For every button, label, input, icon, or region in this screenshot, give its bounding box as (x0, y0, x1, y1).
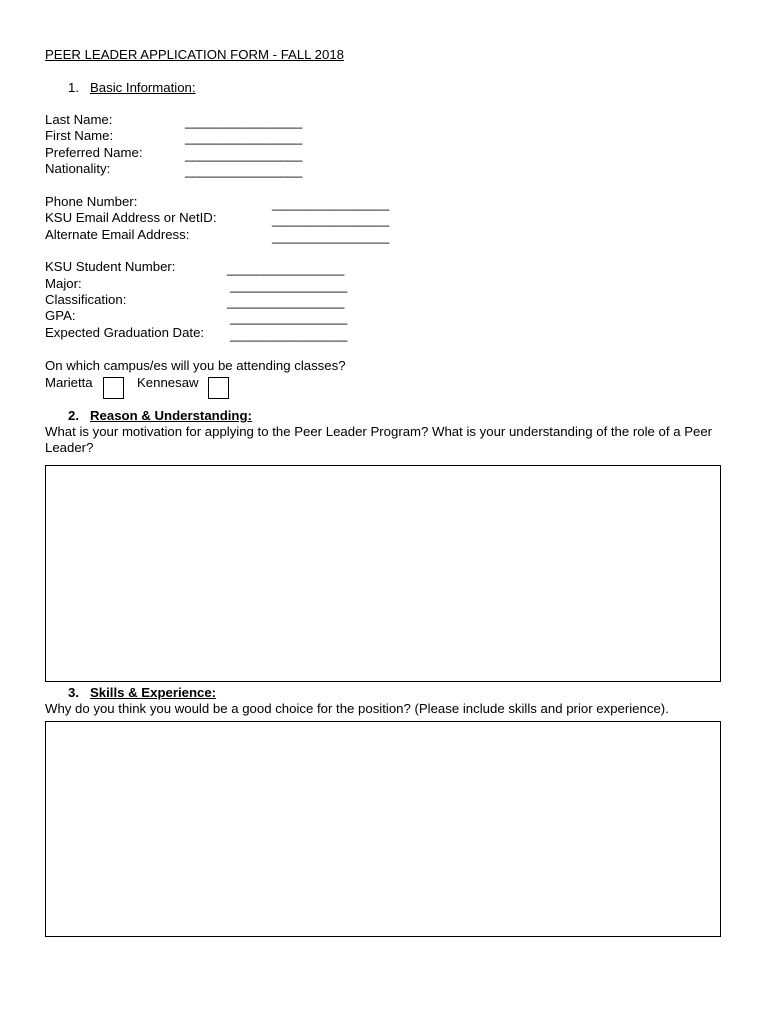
major-field[interactable]: ________________ (230, 278, 348, 293)
section-2-number: 2. (68, 408, 79, 423)
section-2-heading (68, 408, 252, 424)
nationality-label: Nationality: (45, 161, 111, 176)
graduation-date-field[interactable]: ________________ (230, 327, 348, 342)
preferred-name-field[interactable]: ________________ (185, 147, 303, 162)
kennesaw-label: Kennesaw (137, 375, 199, 390)
preferred-name-label: Preferred Name: (45, 145, 143, 160)
reason-understanding-textarea[interactable] (45, 465, 721, 682)
section-3-number: 3. (68, 685, 79, 700)
kennesaw-checkbox[interactable] (208, 377, 229, 399)
section-2-title: Reason & Understanding: (90, 408, 252, 423)
last-name-label: Last Name: (45, 112, 113, 127)
section-1-heading (68, 80, 196, 96)
last-name-field[interactable]: ________________ (185, 114, 303, 129)
section-3-question: Why do you think you would be a good choice for the position? (Please include skills and prior experience). (45, 701, 669, 716)
campus-question: On which campus/es will you be attending classes? (45, 358, 346, 373)
section-3-heading (68, 685, 216, 701)
nationality-field[interactable]: ________________ (185, 163, 303, 178)
alternate-email-field[interactable]: ________________ (272, 229, 390, 244)
first-name-label: First Name: (45, 128, 114, 143)
section-1-number: 1. (68, 80, 79, 95)
student-number-field[interactable]: ________________ (227, 261, 345, 276)
ksu-email-field[interactable]: ________________ (272, 212, 390, 227)
ksu-email-label: KSU Email Address or NetID: (45, 210, 217, 225)
first-name-field[interactable]: ________________ (185, 130, 303, 145)
classification-label: Classification: (45, 292, 127, 307)
gpa-field[interactable]: ________________ (230, 310, 348, 325)
graduation-date-label: Expected Graduation Date: (45, 325, 205, 340)
classification-field[interactable]: ________________ (227, 294, 345, 309)
phone-number-label: Phone Number: (45, 194, 138, 209)
student-number-label: KSU Student Number: (45, 259, 176, 274)
section-3-title: Skills & Experience: (90, 685, 217, 700)
major-label: Major: (45, 276, 82, 291)
marietta-label: Marietta (45, 375, 93, 390)
alternate-email-label: Alternate Email Address: (45, 227, 190, 242)
gpa-label: GPA: (45, 308, 76, 323)
form-title: PEER LEADER APPLICATION FORM - FALL 2018 (45, 47, 345, 62)
skills-experience-textarea[interactable] (45, 721, 721, 937)
section-1-title: Basic Information: (90, 80, 196, 95)
phone-number-field[interactable]: ________________ (272, 196, 390, 211)
marietta-checkbox[interactable] (103, 377, 124, 399)
section-2-question: What is your motivation for applying to the Peer Leader Program? What is your understanding of the role of a Peer Leader? (45, 424, 713, 455)
